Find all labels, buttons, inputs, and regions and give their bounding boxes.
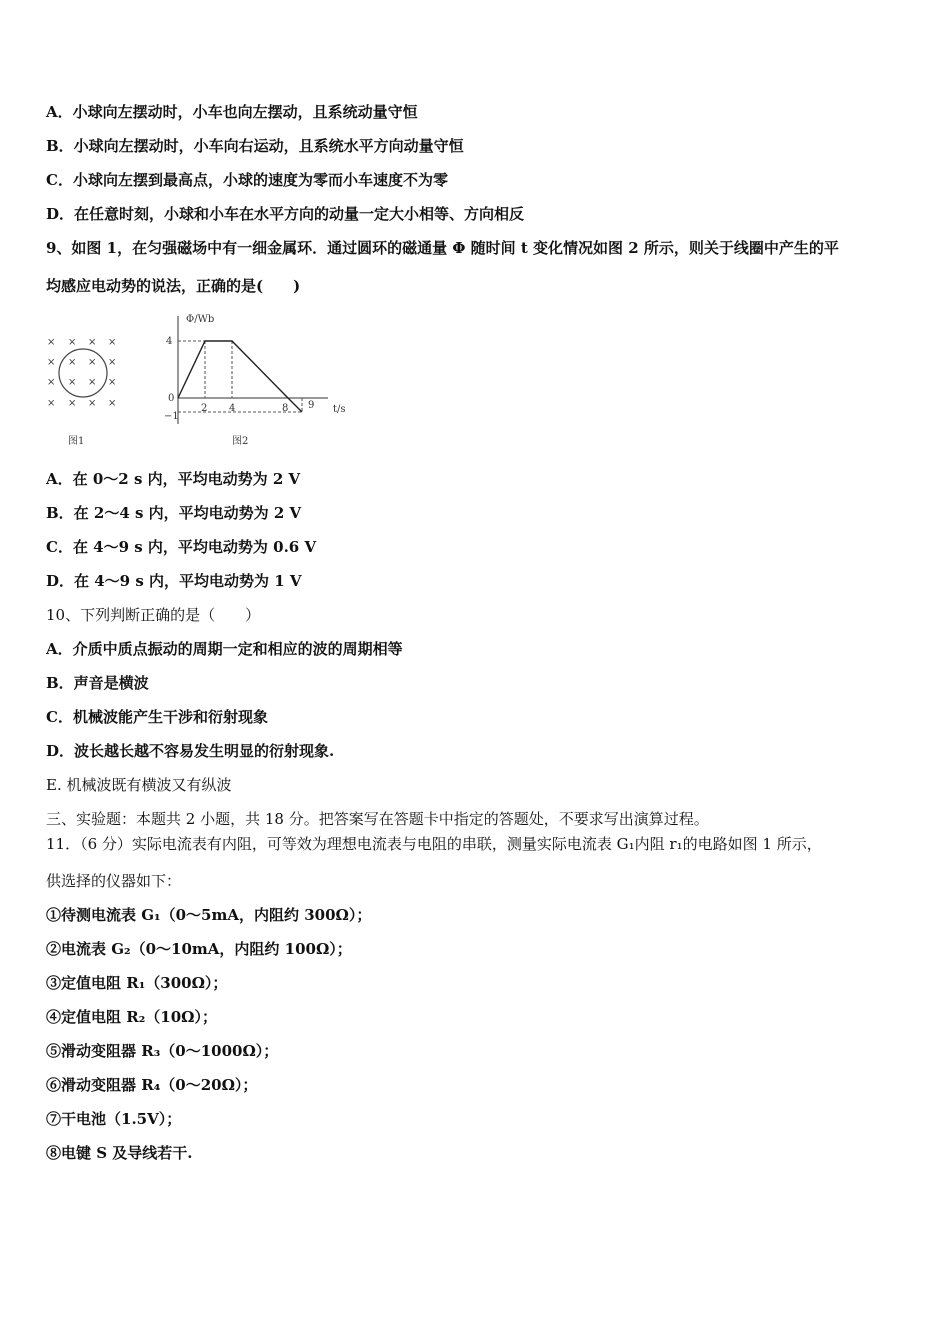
svg-text:×: × [68,337,77,348]
x-tick-2: 2 [201,403,208,414]
q11-item-2: ②电流表 G₂（0～10mA，内阻约 100Ω）； [46,940,352,958]
x-tick-4: 4 [229,403,236,414]
svg-text:×: × [47,337,56,348]
svg-text:×: × [68,357,77,368]
svg-text:×: × [88,357,97,368]
svg-text:×: × [108,357,117,368]
flux-figure-svg [40,306,350,456]
q11-item-1: ①待测电流表 G₁（0～5mA，内阻约 300Ω）； [46,906,372,924]
svg-text:×: × [88,337,97,348]
svg-text:×: × [68,377,77,388]
y-tick-neg1: −1 [164,411,179,422]
q9-stem-line1: 9、如图 1，在匀强磁场中有一细金属环．通过圆环的磁通量 Φ 随时间 t 变化情况如图 2 所示，则关于线圈中产生的平 [46,239,839,257]
q11-item-3: ③定值电阻 R₁（300Ω）； [46,974,228,992]
q10-option-d: D．波长越长越不容易发生明显的衍射现象. [46,742,335,760]
q10-option-e: E. 机械波既有横波又有纵波 [46,776,232,794]
q9-stem-line2: 均感应电动势的说法，正确的是( ) [46,277,301,295]
svg-text:×: × [88,398,97,409]
q10-stem: 10、下列判断正确的是（ ） [46,606,261,624]
svg-text:×: × [108,398,117,409]
q11-item-4: ④定值电阻 R₂（10Ω）； [46,1008,217,1026]
x-axis-label: t/s [333,404,346,415]
q9-option-d: D．在 4～9 s 内，平均电动势为 1 V [46,572,302,590]
y-tick-4: 4 [166,336,173,347]
q9-option-c: C．在 4～9 s 内，平均电动势为 0.6 V [46,538,317,556]
fig2-caption: 图2 [232,436,249,447]
q11-item-8: ⑧电键 S 及导线若干. [46,1144,193,1162]
q11-stem-line1: 11．（6 分）实际电流表有内阻，可等效为理想电流表与电阻的串联，测量实际电流表 G₁内阻 r₁的电路如图 1 所示， [46,835,822,853]
svg-text:×: × [68,398,77,409]
q9-figure [40,306,350,456]
svg-text:×: × [47,398,56,409]
y-axis-label: Φ/Wb [186,314,215,325]
svg-text:×: × [108,337,117,348]
q8-option-b: B．小球向左摆动时，小车向右运动，且系统水平方向动量守恒 [46,137,464,155]
q10-option-c: C．机械波能产生干涉和衍射现象 [46,708,268,726]
q11-stem-line2: 供选择的仪器如下： [46,872,182,890]
fig1-caption: 图1 [68,436,85,447]
q10-option-b: B．声音是横波 [46,674,149,692]
q11-item-5: ⑤滑动变阻器 R₃（0～1000Ω）； [46,1042,279,1060]
x-tick-9: 9 [308,400,315,411]
metal-ring [59,349,107,397]
svg-text:×: × [108,377,117,388]
svg-text:×: × [88,377,97,388]
q11-item-6: ⑥滑动变阻器 R₄（0～20Ω）； [46,1076,258,1094]
q10-option-a: A．介质中质点振动的周期一定和相应的波的周期相等 [46,640,403,658]
q8-option-d: D．在任意时刻，小球和小车在水平方向的动量一定大小相等、方向相反 [46,205,525,223]
y-tick-0: 0 [168,393,175,404]
section3-heading: 三、实验题：本题共 2 小题，共 18 分。把答案写在答题卡中指定的答题处，不要求写出演算过程。 [46,810,709,828]
magnetic-field-crosses [47,337,116,409]
x-tick-8: 8 [282,403,289,414]
q9-option-b: B．在 2～4 s 内，平均电动势为 2 V [46,504,302,522]
q11-item-7: ⑦干电池（1.5V）； [46,1110,182,1128]
q8-option-a: A．小球向左摆动时，小车也向左摆动，且系统动量守恒 [46,103,418,121]
q8-option-c: C．小球向左摆到最高点，小球的速度为零而小车速度不为零 [46,171,448,189]
svg-text:×: × [47,357,56,368]
q9-option-a: A．在 0～2 s 内，平均电动势为 2 V [46,470,301,488]
flux-curve [178,341,302,412]
svg-text:×: × [47,377,56,388]
